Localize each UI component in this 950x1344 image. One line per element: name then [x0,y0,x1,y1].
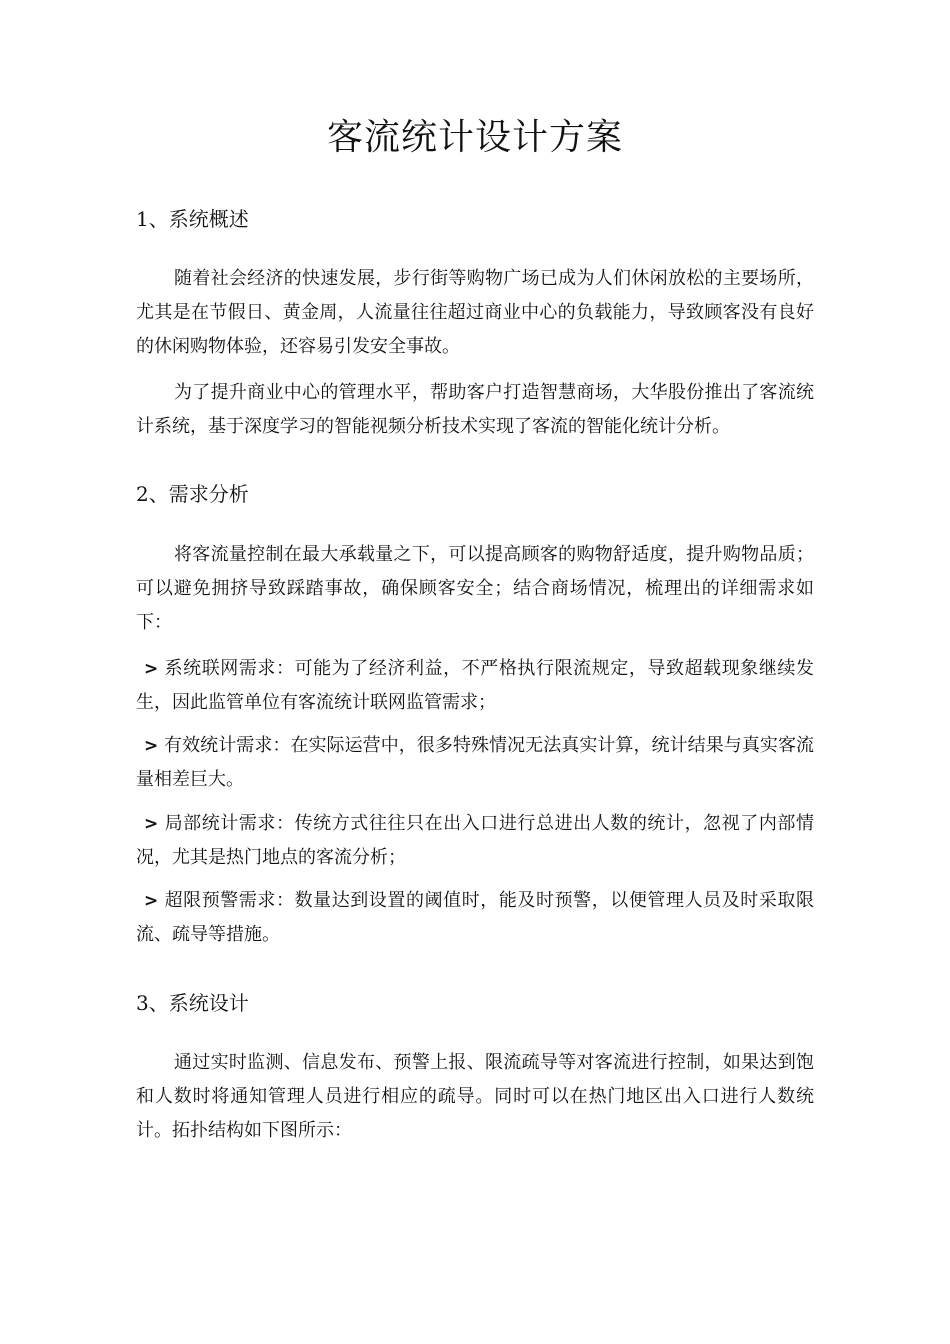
paragraph: 为了提升商业中心的管理水平，帮助客户打造智慧商场，大华股份推出了客流统计系统，基于深度学习的智能视频分析技术实现了客流的智能化统计分析。 [136,382,814,437]
section-heading-requirements: 2、需求分析 [136,482,249,506]
chevron-right-icon: > [144,659,159,679]
chevron-right-icon: > [144,736,159,756]
list-item [136,884,814,952]
section-heading-overview: 1、系统概述 [136,207,249,231]
list-item [136,652,814,720]
list-item [136,729,814,797]
chevron-right-icon: > [144,891,159,911]
paragraph: 将客流量控制在最大承载量之下，可以提高顾客的购物舒适度，提升购物品质；可以避免拥挤导致踩踏事故，确保顾客安全；结合商场情况，梳理出的详细需求如下： [136,544,814,633]
chevron-right-icon: > [144,814,159,834]
list-item-text: 超限预警需求：数量达到设置的阈值时，能及时预警，以便管理人员及时采取限流、疏导等措施。 [136,890,814,945]
paragraph: 通过实时监测、信息发布、预警上报、限流疏导等对客流进行控制，如果达到饱和人数时将通知管理人员进行相应的疏导。同时可以在热门地区出入口进行人数统计。拓扑结构如下图所示： [136,1052,814,1141]
section-heading-system-design: 3、系统设计 [136,991,249,1015]
list-item-text: 有效统计需求：在实际运营中，很多特殊情况无法真实计算，统计结果与真实客流量相差巨大。 [136,735,814,790]
list-item-text: 系统联网需求：可能为了经济利益，不严格执行限流规定，导致超载现象继续发生，因此监管单位有客流统计联网监管需求； [136,658,814,713]
list-item [136,807,814,875]
document-title: 客流统计设计方案 [326,117,623,158]
paragraph: 随着社会经济的快速发展，步行街等购物广场已成为人们休闲放松的主要场所，尤其是在节假日、黄金周，人流量往往超过商业中心的负载能力，导致顾客没有良好的休闲购物体验，还容易引发安全事故。 [136,268,814,357]
list-item-text: 局部统计需求：传统方式往往只在出入口进行总进出人数的统计，忽视了内部情况，尤其是热门地点的客流分析； [136,813,814,868]
